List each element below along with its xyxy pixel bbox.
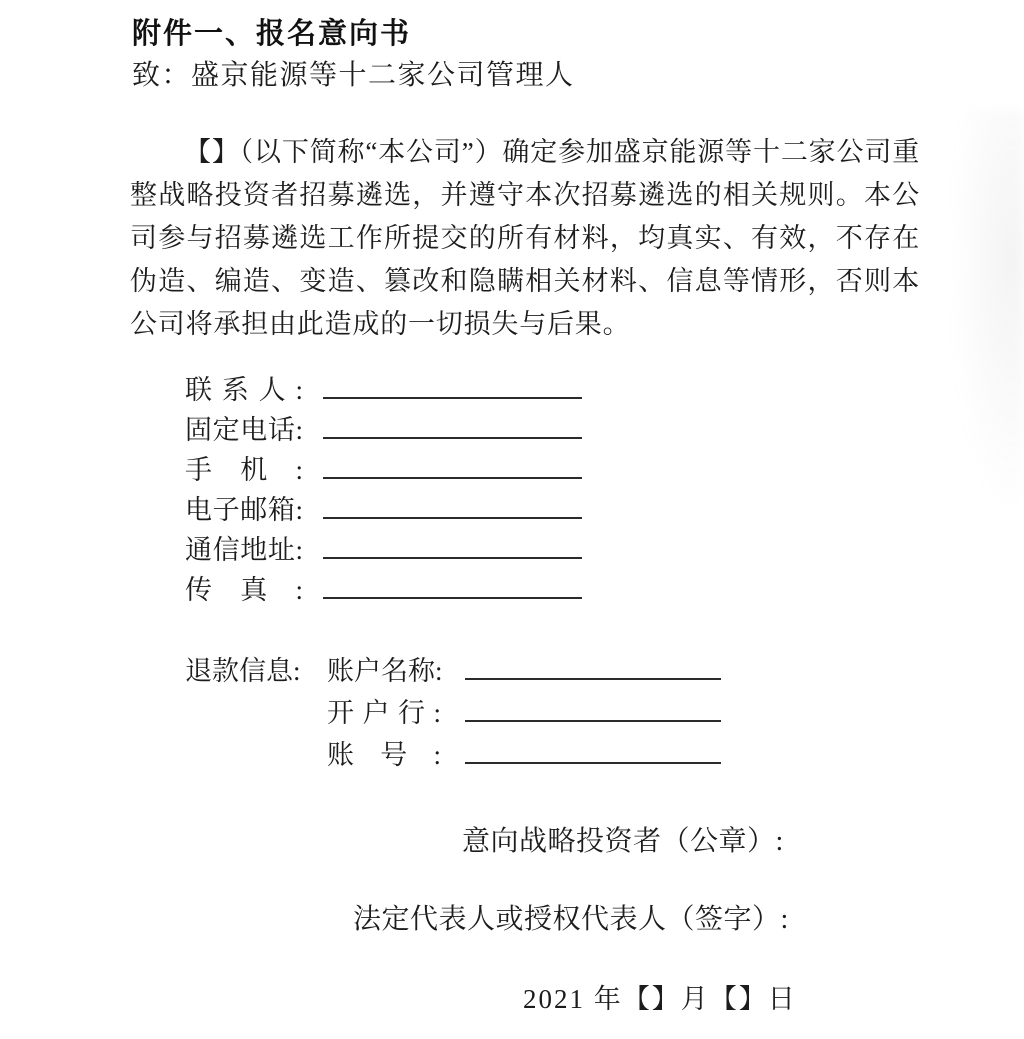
addressee-line: 致：盛京能源等十二家公司管理人: [132, 60, 575, 91]
contact-fields-block: [185, 370, 582, 610]
field-label-contact-person: 联系人:: [185, 375, 303, 405]
refund-row-account-name: [185, 650, 721, 692]
contact-field-row-mobile: [185, 450, 582, 490]
contact-field-row-address: [185, 530, 582, 570]
field-blank-line: [323, 597, 582, 599]
field-label-address: 通信地址:: [185, 535, 303, 565]
contact-field-row-email: [185, 490, 582, 530]
field-blank-line: [323, 397, 582, 399]
refund-info-block: [185, 650, 721, 776]
field-blank-line: [465, 762, 721, 764]
body-paragraph: 【】（以下简称“本公司”）确定参加盛京能源等十二家公司重整战略投资者招募遴选，并遵守本次招募遴选的相关规则。本公司参与招募遴选工作所提交的所有材料，均真实、有效，不存在伪造、编造、变造、篡改和隐瞒相关材料、信息等情形，否则本公司将承担由此造成的一切损失与后果。: [130, 137, 920, 339]
contact-field-row-landline: [185, 410, 582, 450]
date-line: 2021 年【】月【】日: [523, 984, 797, 1014]
field-blank-line: [323, 477, 582, 479]
field-label-fax: 传真:: [185, 575, 303, 605]
document-title: 附件一、报名意向书: [132, 18, 412, 50]
contact-field-row-contact-person: [185, 370, 582, 410]
field-blank-line: [323, 517, 582, 519]
refund-info-label: 退款信息:: [185, 656, 301, 686]
scan-artifact: [944, 110, 1024, 540]
field-label-account-name: 账户名称:: [327, 656, 443, 686]
field-label-account-number: 账号:: [327, 740, 441, 770]
refund-row-account-number: [185, 734, 721, 776]
representative-signature-line: 法定代表人或授权代表人（签字）:: [353, 904, 789, 935]
field-label-email: 电子邮箱:: [185, 495, 303, 525]
refund-row-bank: [185, 692, 721, 734]
field-label-mobile: 手机:: [185, 455, 303, 485]
field-blank-line: [323, 437, 582, 439]
field-label-landline: 固定电话:: [185, 415, 303, 445]
field-label-bank: 开户行:: [327, 698, 441, 728]
field-blank-line: [465, 678, 721, 680]
field-blank-line: [323, 557, 582, 559]
field-blank-line: [465, 720, 721, 722]
contact-field-row-fax: [185, 570, 582, 610]
investor-stamp-line: 意向战略投资者（公章）:: [462, 826, 784, 857]
